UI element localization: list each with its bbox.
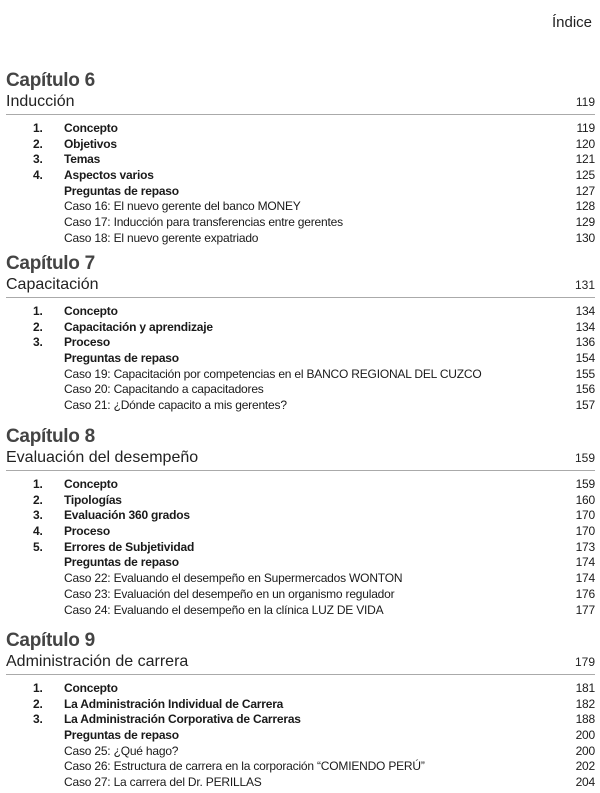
- entry-title: Evaluación 360 grados: [64, 508, 190, 523]
- entry-page: 136: [575, 335, 595, 350]
- toc-entry[interactable]: [6, 304, 595, 320]
- toc-entry[interactable]: [6, 728, 595, 744]
- entry-title: Preguntas de repaso: [64, 555, 179, 570]
- toc-entry[interactable]: [6, 184, 595, 200]
- entry-page: 170: [575, 508, 595, 523]
- entry-title: La Administración Individual de Carrera: [64, 696, 284, 711]
- toc-entry[interactable]: [6, 152, 595, 168]
- entry-title: Caso 21: ¿Dónde capacito a mis gerentes?: [64, 398, 287, 413]
- toc-entry[interactable]: [6, 351, 595, 367]
- entry-title: Caso 24: Evaluando el desempeño en la clínica LUZ DE VIDA: [64, 602, 384, 617]
- entry-title: Capacitación y aprendizaje: [64, 319, 213, 334]
- entry-title: Concepto: [64, 477, 118, 491]
- chapter-6: [6, 70, 595, 247]
- entry-page: 173: [575, 539, 595, 554]
- toc-entry[interactable]: [6, 367, 595, 383]
- entry-title: Caso 16: El nuevo gerente del banco MONEY: [64, 199, 301, 214]
- entry-title: Caso 25: ¿Qué hago?: [64, 743, 179, 758]
- entry-page: 159: [575, 477, 595, 491]
- entry-page: 182: [575, 696, 595, 711]
- entry-page: 204: [575, 775, 595, 790]
- toc-entry[interactable]: [6, 697, 595, 713]
- entry-page: 157: [575, 398, 595, 413]
- entry-number: 3.: [33, 152, 43, 167]
- chapter-title-row: [6, 275, 595, 298]
- entry-title: Aspectos varios: [64, 168, 154, 183]
- entry-page: 160: [575, 492, 595, 507]
- toc-entry[interactable]: [6, 320, 595, 336]
- toc-entry[interactable]: [6, 199, 595, 215]
- toc-entry[interactable]: [6, 555, 595, 571]
- entry-title: Preguntas de repaso: [64, 728, 179, 743]
- entry-title: Concepto: [64, 681, 118, 695]
- entry-page: 202: [575, 759, 595, 774]
- entry-page: 119: [576, 121, 595, 135]
- entry-number: 2.: [33, 696, 43, 711]
- entry-title: Objetivos: [64, 136, 117, 151]
- entry-page: 200: [575, 728, 595, 743]
- entry-page: 134: [575, 319, 595, 334]
- entry-page: 177: [575, 602, 595, 617]
- entry-title: Preguntas de repaso: [64, 351, 179, 366]
- chapter-page: 119: [575, 95, 595, 109]
- toc-entry[interactable]: [6, 508, 595, 524]
- entry-number: 1.: [33, 681, 43, 695]
- entry-page: 188: [575, 712, 595, 727]
- entry-title: Caso 23: Evaluación del desempeño en un organismo regulador: [64, 586, 395, 601]
- toc-entry[interactable]: [6, 712, 595, 728]
- entry-title: Proceso: [64, 335, 110, 350]
- toc-entry[interactable]: [6, 231, 595, 247]
- chapter-title: Capacitación: [6, 276, 99, 293]
- entry-title: Tipologías: [64, 492, 122, 507]
- chapter-title-row: [6, 652, 595, 675]
- toc-entry[interactable]: [6, 759, 595, 775]
- toc-entry[interactable]: [6, 493, 595, 509]
- toc-entry[interactable]: [6, 524, 595, 540]
- toc-entry[interactable]: [6, 540, 595, 556]
- toc-entry[interactable]: [6, 215, 595, 231]
- toc-entry[interactable]: [6, 137, 595, 153]
- chapter-title-row: [6, 92, 595, 115]
- toc-entry[interactable]: [6, 168, 595, 184]
- toc-entry[interactable]: [6, 587, 595, 603]
- entry-page: 174: [575, 571, 595, 586]
- entry-page: 130: [575, 230, 595, 245]
- toc-entry[interactable]: [6, 744, 595, 760]
- entry-page: 181: [575, 681, 595, 695]
- entry-page: 176: [575, 586, 595, 601]
- entry-title: Caso 19: Capacitación por competencias en el BANCO REGIONAL DEL CUZCO: [64, 366, 482, 381]
- entry-page: 170: [575, 524, 595, 539]
- toc-entry[interactable]: [6, 335, 595, 351]
- entry-title: Caso 18: El nuevo gerente expatriado: [64, 230, 259, 245]
- entry-title: Proceso: [64, 524, 110, 539]
- entry-number: 2.: [33, 319, 43, 334]
- chapter-label: Capítulo 6: [6, 70, 95, 91]
- entry-number: 1.: [33, 121, 43, 135]
- running-header: Índice: [551, 14, 592, 31]
- entry-title: Caso 22: Evaluando el desempeño en Supermercados WONTON: [64, 571, 403, 586]
- entry-number: 5.: [33, 539, 43, 554]
- entry-number: 3.: [33, 508, 43, 523]
- entry-title: Caso 17: Inducción para transferencias entre gerentes: [64, 215, 343, 230]
- toc-entry[interactable]: [6, 603, 595, 619]
- entry-number: 2.: [33, 492, 43, 507]
- entry-page: 120: [575, 136, 595, 151]
- chapter-9: [6, 630, 595, 791]
- chapter-title: Inducción: [6, 93, 75, 110]
- chapter-label: Capítulo 8: [6, 426, 95, 447]
- entry-page: 128: [575, 199, 595, 214]
- entry-page: 125: [575, 168, 595, 183]
- chapter-8: [6, 426, 595, 618]
- entry-page: 134: [575, 304, 595, 318]
- chapter-7: [6, 253, 595, 414]
- chapter-label: Capítulo 7: [6, 253, 95, 274]
- entry-title: Concepto: [64, 304, 118, 318]
- chapter-title: Administración de carrera: [6, 653, 189, 670]
- entry-page: 156: [575, 382, 595, 397]
- chapter-page: 179: [574, 655, 595, 669]
- entry-page: 174: [575, 555, 595, 570]
- chapter-title-row: [6, 448, 595, 471]
- entry-number: 2.: [33, 136, 43, 151]
- entry-title: Errores de Subjetividad: [64, 539, 195, 554]
- entry-title: Preguntas de repaso: [64, 183, 179, 198]
- entry-title: Temas: [64, 152, 101, 167]
- entry-page: 121: [575, 152, 595, 167]
- entry-number: 1.: [33, 304, 43, 318]
- toc-entry[interactable]: [6, 775, 595, 791]
- entry-page: 154: [575, 351, 595, 366]
- entry-number: 3.: [33, 712, 43, 727]
- entry-number: 1.: [33, 477, 43, 491]
- entry-title: Caso 27: La carrera del Dr. PERILLAS: [64, 775, 262, 790]
- entry-number: 4.: [33, 524, 43, 539]
- entry-title: Caso 26: Estructura de carrera en la corporación “COMIENDO PERÚ”: [64, 759, 425, 774]
- entry-page: 155: [575, 366, 595, 381]
- entry-page: 129: [575, 215, 595, 230]
- toc-entry[interactable]: [6, 681, 595, 697]
- entry-page: 127: [575, 183, 595, 198]
- entry-number: 3.: [33, 335, 43, 350]
- chapter-page: 159: [574, 451, 595, 465]
- chapter-label: Capítulo 9: [6, 630, 95, 651]
- toc-entry[interactable]: [6, 571, 595, 587]
- entry-title: Caso 20: Capacitando a capacitadores: [64, 382, 264, 397]
- entry-page: 200: [575, 743, 595, 758]
- entry-title: Concepto: [64, 121, 118, 135]
- chapter-title: Evaluación del desempeño: [6, 449, 199, 466]
- toc-entry[interactable]: [6, 121, 595, 137]
- toc-entry[interactable]: [6, 477, 595, 493]
- entry-title: La Administración Corporativa de Carreras: [64, 712, 301, 727]
- toc-entry[interactable]: [6, 398, 595, 414]
- toc-entry[interactable]: [6, 382, 595, 398]
- entry-number: 4.: [33, 168, 43, 183]
- chapter-page: 131: [574, 278, 595, 292]
